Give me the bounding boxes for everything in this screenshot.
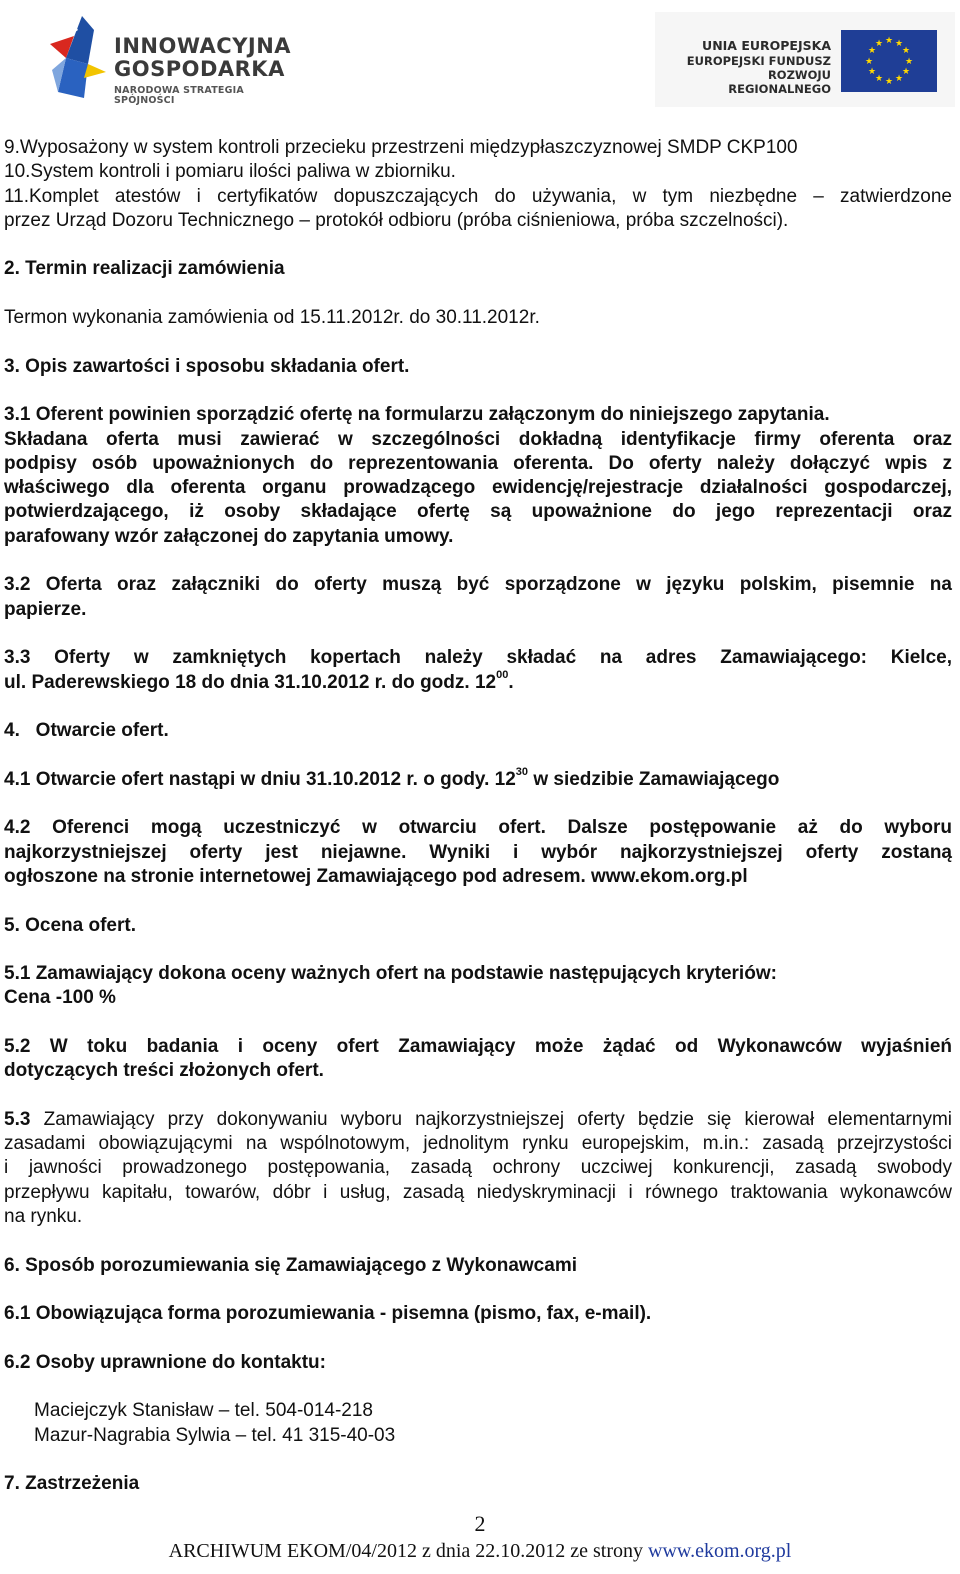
section-3-3-end: .: [508, 671, 514, 693]
section-3-2-line: papierze.: [4, 598, 87, 620]
section-4-2-line: ogłoszone na stronie internetowej Zamawiającego pod adresem. www.ekom.org.pl: [4, 865, 748, 887]
svg-text:★: ★: [874, 74, 884, 84]
section-2-text: Termon wykonania zamówienia od 15.11.2012r. do 30.11.2012r.: [4, 307, 540, 329]
section-5-3-line: na rynku.: [4, 1206, 83, 1228]
opening-minutes: 30: [515, 766, 529, 779]
section-3-3-text: ul. Paderewskiego 18 do dnia 31.10.2012 r. do godz. 12: [4, 671, 497, 693]
section-4-1-end: w siedzibie Zamawiającego: [528, 768, 780, 790]
archive-text: ARCHIWUM EKOM/04/2012 z dnia 22.10.2012 ze strony: [168, 1540, 649, 1562]
section-3-2-line: 3.2 Oferta oraz załączniki do oferty muszą być sporządzone w języku polskim, pisemnie na: [4, 574, 952, 596]
section-3-title: 3. Opis zawartości i sposobu składania ofert.: [4, 355, 410, 377]
logo-line-3: NARODOWA STRATEGIA SPÓJNOŚCI: [114, 85, 244, 106]
eu-fund-logo: [655, 12, 955, 107]
section-6-1: 6.1 Obowiązująca forma porozumiewania - pisemna (pismo, fax, e-mail).: [4, 1303, 652, 1325]
svg-text:★: ★: [884, 36, 894, 46]
section-3-1-line: 3.1 Oferent powinien sporządzić ofertę na formularzu załączonym do niniejszego zapytania.: [4, 404, 830, 426]
svg-text:★: ★: [901, 67, 911, 77]
section-3-3-line-1: 3.3 Oferty w zamkniętych kopertach należy składać na adres Zamawiającego: Kielce,: [4, 647, 952, 669]
svg-text:★: ★: [874, 39, 884, 49]
section-5-1-line: 5.1 Zamawiający dokona oceny ważnych ofert na podstawie następujących kryteriów:: [4, 963, 777, 985]
deadline-minutes: 00: [496, 669, 509, 682]
section-4-title: 4. Otwarcie ofert.: [4, 720, 169, 742]
section-5-3-line-1: [4, 1108, 952, 1132]
svg-text:★: ★: [864, 57, 874, 67]
item-11-line-1: 11.Komplet atestów i certyfikatów dopuszczających do używania, w tym niezbędne – zatwierdzone: [4, 185, 952, 207]
svg-text:★: ★: [904, 57, 914, 67]
innovative-economy-icon: [48, 14, 108, 100]
section-5-3-line: przepływu kapitału, towarów, dóbr i usług, zasadą niedyskryminacji i równego traktowania wykonawców: [4, 1181, 952, 1203]
contact-person: Maciejczyk Stanisław – tel. 504-014-218: [34, 1400, 374, 1422]
section-3-1-line: podpisy osób upoważnionych do reprezentowania oferenta. Do oferty należy dołączyć wpis z: [4, 452, 952, 474]
eu-line-2: EUROPEJSKI FUNDUSZ: [686, 53, 831, 68]
eu-flag-icon: [841, 30, 937, 92]
section-4-1: [4, 768, 952, 792]
section-4-2-line: 4.2 Oferenci mogą uczestniczyć w otwarciu ofert. Dalsze postępowanie aż do wyboru: [4, 817, 952, 839]
eu-fund-text: [671, 38, 831, 97]
page-header: [0, 0, 960, 115]
section-5-2-line: dotyczących treści złożonych ofert.: [4, 1060, 324, 1082]
innovative-economy-logo: [48, 14, 298, 104]
archive-note: [0, 1538, 960, 1564]
section-4-2-line: najkorzystniejszej oferty jest niejawne. Wyniki i wybór najkorzystniejszej oferty zostaną: [4, 841, 952, 863]
logo-line-1: INNOWACYJNA: [114, 34, 292, 58]
section-3-1-line: Składana oferta musi zawierać w szczególności dokładną identyfikacje firmy oferenta oraz: [4, 428, 952, 450]
item-9: 9.Wyposażony w system kontroli przecieku przestrzeni międzypłaszczyznowej SMDP CKP100: [4, 137, 798, 158]
section-5-1-line: Cena -100 %: [4, 987, 116, 1009]
page-number: 2: [474, 1511, 486, 1536]
section-3-3-line-2: [4, 671, 952, 695]
section-5-3-text: Zamawiający przy dokonywaniu wyboru najkorzystniejszej oferty będzie się kierował elementarnymi: [30, 1108, 952, 1130]
item-11-line-2: przez Urząd Dozoru Technicznego – protokół odbioru (próba ciśnieniowa, próba szczelności).: [4, 209, 789, 231]
section-5-3-line: zasadami obowiązującymi na wspólnotowym, jednolitym rynku europejskim, m.in.: zasadą przejrzystości: [4, 1133, 952, 1155]
document-body: [4, 136, 952, 1497]
section-3-1-line: potwierdzającego, iż osoby składające ofertę są upoważnione do jego reprezentacji oraz: [4, 501, 952, 523]
svg-text:★: ★: [901, 46, 911, 56]
eu-line-3: ROZWOJU REGIONALNEGO: [728, 68, 831, 97]
svg-text:★: ★: [867, 67, 877, 77]
section-6-2: 6.2 Osoby uprawnione do kontaktu:: [4, 1351, 326, 1373]
section-5-3-number: 5.3: [4, 1108, 31, 1130]
logo-line-2: GOSPODARKA: [114, 57, 285, 81]
page-footer: [0, 1510, 960, 1564]
section-3-1-line: parafowany wzór załączonej do zapytania umowy.: [4, 525, 454, 547]
section-2-title: 2. Termin realizacji zamówienia: [4, 258, 285, 280]
archive-link[interactable]: www.ekom.org.pl: [648, 1540, 792, 1562]
contact-person: Mazur-Nagrabia Sylwia – tel. 41 315-40-03: [34, 1424, 396, 1446]
section-3-1-line: właściwego dla oferenta organu prowadzącego ewidencję/rejestracje działalności gospodarczej,: [4, 477, 952, 499]
item-10: 10.System kontroli i pomiaru ilości paliwa w zbiorniku.: [4, 161, 456, 183]
section-5-title: 5. Ocena ofert.: [4, 914, 136, 936]
eu-line-1: UNIA EUROPEJSKA: [702, 38, 831, 53]
section-4-1-text: 4.1 Otwarcie ofert nastąpi w dniu 31.10.2012 r. o gody. 12: [4, 768, 516, 790]
svg-text:★: ★: [867, 46, 877, 56]
section-7-title: 7. Zastrzeżenia: [4, 1473, 140, 1495]
svg-text:★: ★: [894, 39, 904, 49]
section-5-2-line: 5.2 W toku badania i oceny ofert Zamawiający może żądać od Wykonawców wyjaśnień: [4, 1035, 952, 1057]
svg-text:★: ★: [894, 74, 904, 84]
section-6-title: 6. Sposób porozumiewania się Zamawiającego z Wykonawcami: [4, 1254, 577, 1276]
section-5-3-line: i jawności prowadzonego postępowania, zasadą ochrony uczciwej konkurencji, zasadą swobody: [4, 1157, 952, 1179]
svg-text:★: ★: [884, 77, 894, 87]
innovative-economy-text: [114, 36, 298, 105]
